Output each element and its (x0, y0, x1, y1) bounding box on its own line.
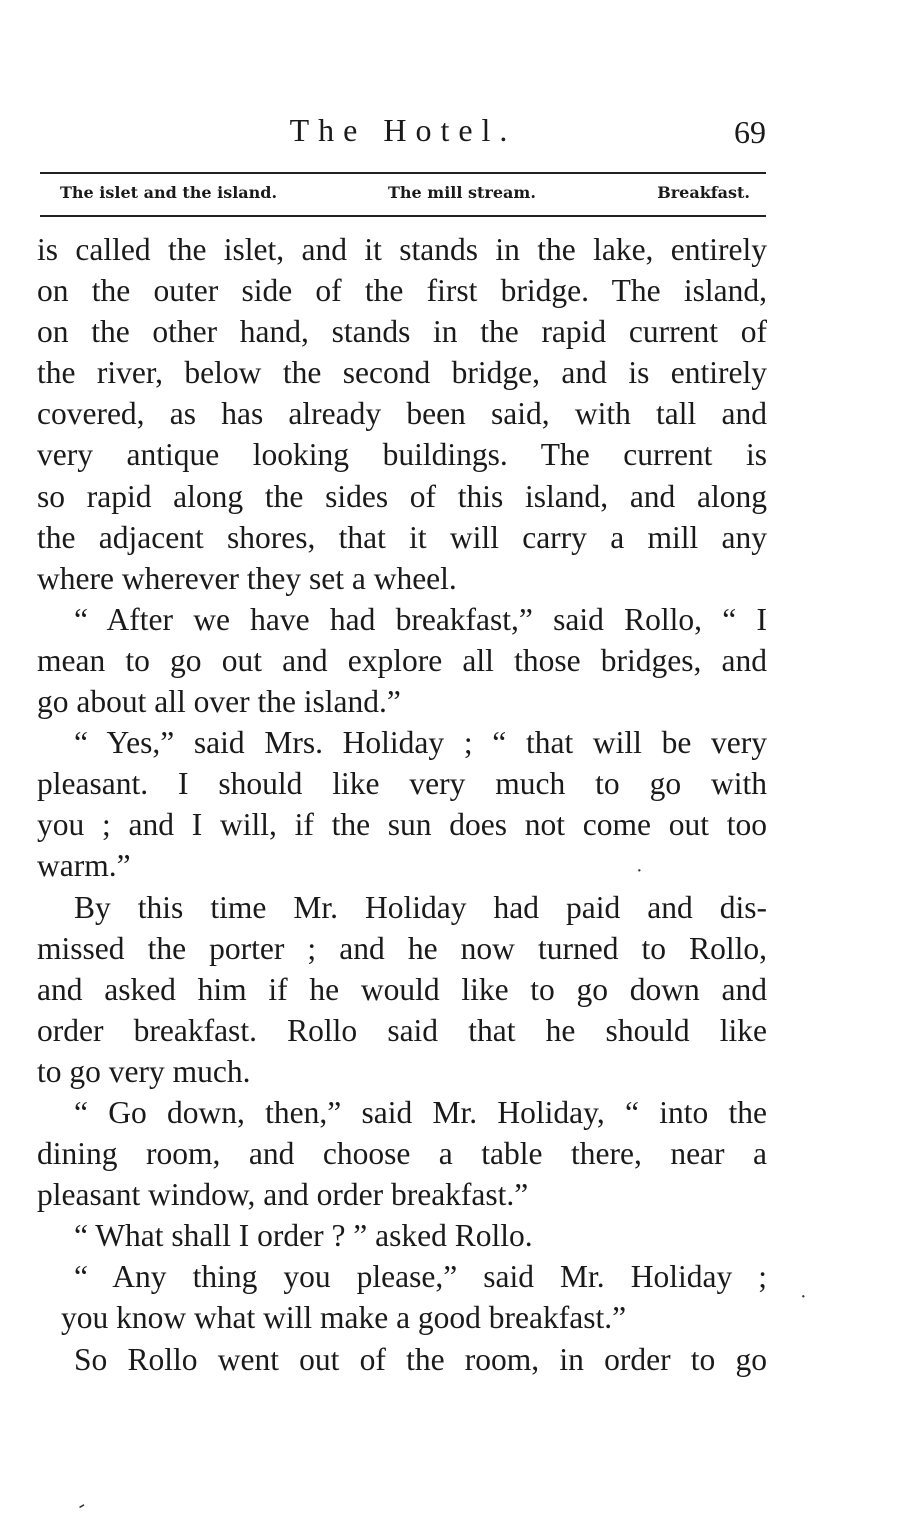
text-line: so rapid along the sides of this island, and along (37, 478, 767, 514)
text-line: covered, as has already been said, with tall and (37, 396, 767, 432)
text-line: to go very much. (37, 1053, 251, 1089)
text-line: “ Any thing you please,” said Mr. Holiday ; (74, 1259, 767, 1295)
text-line: and asked him if he would like to go down and (37, 971, 767, 1007)
text-line: on the outer side of the first bridge. The island, (37, 273, 767, 309)
text-line: you ; and I will, if the sun does not come out too (37, 807, 767, 843)
print-speck: · (636, 860, 643, 882)
text-line: By this time Mr. Holiday had paid and dis- (74, 889, 767, 925)
text-line: where wherever they set a wheel. (37, 560, 457, 596)
text-line: pleasant. I should like very much to go with (37, 766, 767, 802)
running-title: The Hotel. (289, 112, 517, 148)
text-line: go about all over the island.” (37, 684, 401, 720)
text-line: on the other hand, stands in the rapid current of (37, 314, 767, 350)
body-text (37, 229, 767, 1380)
text-line: warm.” (37, 848, 131, 884)
text-line: is called the islet, and it stands in the lake, entirely (37, 232, 767, 267)
header-rule-top (40, 172, 766, 174)
header-rule-bottom (40, 215, 766, 217)
text-line: pleasant window, and order breakfast.” (37, 1177, 529, 1213)
print-speck: · (800, 1286, 807, 1308)
text-line: “ After we have had breakfast,” said Rollo, “ I (74, 601, 767, 637)
text-line: the river, below the second bridge, and is entirely (37, 355, 767, 391)
subheads (60, 183, 750, 209)
subhead-mill-stream: The mill stream. (388, 183, 536, 202)
text-line: mean to go out and explore all those bridges, and (37, 642, 767, 678)
page-number: 69 (734, 114, 766, 150)
print-speck: - (72, 1493, 90, 1517)
running-head (40, 112, 766, 156)
text-line: missed the porter ; and he now turned to Rollo, (37, 930, 767, 966)
text-line: “ What shall I order ? ” asked Rollo. (74, 1218, 533, 1254)
text-line: you know what will make a good breakfast.” (61, 1300, 627, 1336)
text-line: “ Go down, then,” said Mr. Holiday, “ into the (74, 1094, 767, 1130)
text-line: So Rollo went out of the room, in order to go (74, 1341, 767, 1377)
text-line: dining room, and choose a table there, near a (37, 1136, 767, 1172)
subhead-islet: The islet and the island. (60, 183, 278, 202)
text-line: “ Yes,” said Mrs. Holiday ; “ that will be very (74, 725, 767, 761)
text-line: the adjacent shores, that it will carry a mill any (37, 519, 767, 555)
text-line: very antique looking buildings. The current is (37, 437, 767, 473)
subhead-breakfast: Breakfast. (657, 183, 750, 202)
text-line: order breakfast. Rollo said that he should like (37, 1012, 767, 1048)
